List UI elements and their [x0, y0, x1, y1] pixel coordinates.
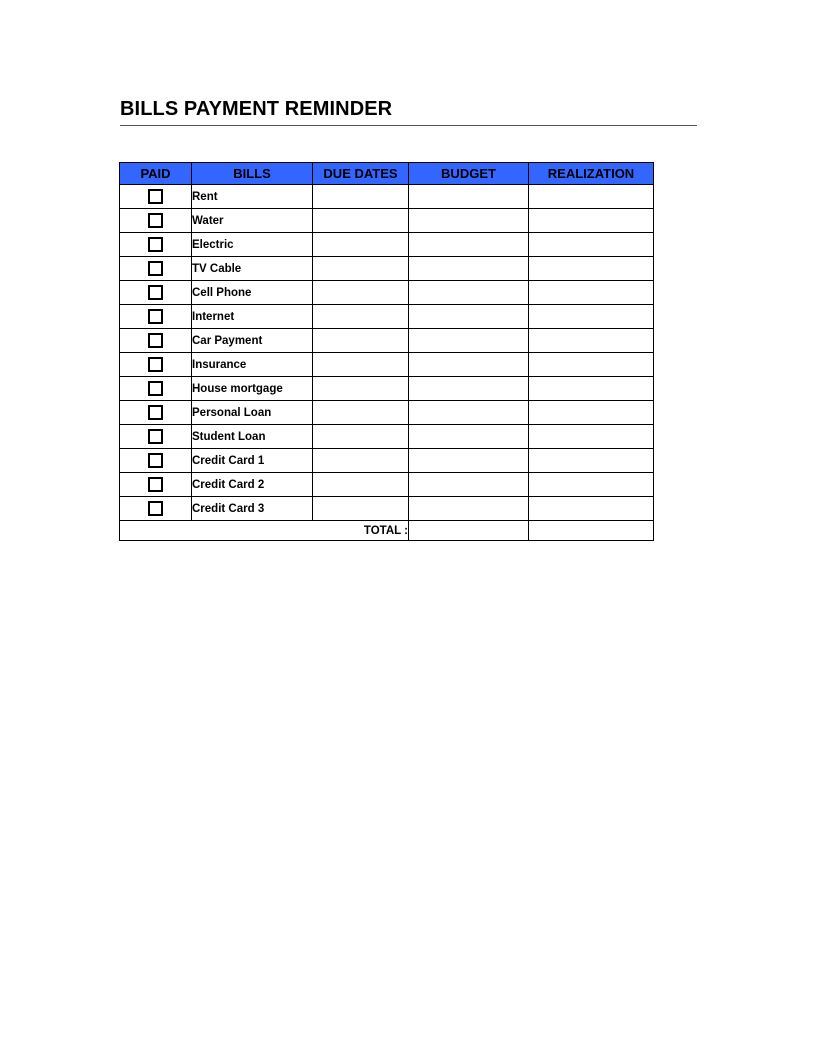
bill-name: TV Cable	[192, 257, 313, 281]
table-row	[120, 305, 654, 329]
realization-cell[interactable]	[529, 233, 654, 257]
paid-checkbox[interactable]	[148, 453, 163, 468]
header-bills: BILLS	[192, 163, 313, 185]
budget-cell[interactable]	[409, 329, 529, 353]
paid-cell	[120, 449, 192, 473]
bill-name: Car Payment	[192, 329, 313, 353]
due-date-cell[interactable]	[313, 425, 409, 449]
bills-table	[119, 162, 654, 541]
total-budget-cell[interactable]	[409, 521, 529, 541]
paid-checkbox[interactable]	[148, 381, 163, 396]
bill-name: Electric	[192, 233, 313, 257]
budget-cell[interactable]	[409, 353, 529, 377]
due-date-cell[interactable]	[313, 449, 409, 473]
paid-checkbox[interactable]	[148, 405, 163, 420]
realization-cell[interactable]	[529, 449, 654, 473]
budget-cell[interactable]	[409, 209, 529, 233]
table-row	[120, 233, 654, 257]
due-date-cell[interactable]	[313, 185, 409, 209]
paid-cell	[120, 353, 192, 377]
table-row	[120, 425, 654, 449]
budget-cell[interactable]	[409, 449, 529, 473]
budget-cell[interactable]	[409, 257, 529, 281]
budget-cell[interactable]	[409, 473, 529, 497]
realization-cell[interactable]	[529, 281, 654, 305]
table-row	[120, 497, 654, 521]
table-row	[120, 473, 654, 497]
total-row	[120, 521, 654, 541]
bill-name: Student Loan	[192, 425, 313, 449]
header-due-dates: DUE DATES	[313, 163, 409, 185]
paid-checkbox[interactable]	[148, 285, 163, 300]
bill-name: Insurance	[192, 353, 313, 377]
table-row	[120, 377, 654, 401]
paid-checkbox[interactable]	[148, 309, 163, 324]
table-row	[120, 185, 654, 209]
paid-checkbox[interactable]	[148, 261, 163, 276]
realization-cell[interactable]	[529, 329, 654, 353]
due-date-cell[interactable]	[313, 377, 409, 401]
paid-checkbox[interactable]	[148, 429, 163, 444]
table-row	[120, 209, 654, 233]
paid-cell	[120, 329, 192, 353]
paid-cell	[120, 305, 192, 329]
due-date-cell[interactable]	[313, 353, 409, 377]
due-date-cell[interactable]	[313, 257, 409, 281]
bill-name: Credit Card 1	[192, 449, 313, 473]
realization-cell[interactable]	[529, 497, 654, 521]
header-budget: BUDGET	[409, 163, 529, 185]
realization-cell[interactable]	[529, 209, 654, 233]
bill-name: Credit Card 2	[192, 473, 313, 497]
paid-checkbox[interactable]	[148, 501, 163, 516]
table-row	[120, 449, 654, 473]
realization-cell[interactable]	[529, 185, 654, 209]
bill-name: Rent	[192, 185, 313, 209]
paid-cell	[120, 425, 192, 449]
realization-cell[interactable]	[529, 353, 654, 377]
bill-name: Credit Card 3	[192, 497, 313, 521]
realization-cell[interactable]	[529, 305, 654, 329]
total-realization-cell[interactable]	[529, 521, 654, 541]
paid-cell	[120, 281, 192, 305]
paid-checkbox[interactable]	[148, 237, 163, 252]
due-date-cell[interactable]	[313, 473, 409, 497]
paid-checkbox[interactable]	[148, 357, 163, 372]
paid-checkbox[interactable]	[148, 477, 163, 492]
bill-name: Cell Phone	[192, 281, 313, 305]
table-row	[120, 281, 654, 305]
table-row	[120, 401, 654, 425]
table-row	[120, 257, 654, 281]
title-divider	[120, 125, 697, 126]
paid-cell	[120, 497, 192, 521]
budget-cell[interactable]	[409, 305, 529, 329]
budget-cell[interactable]	[409, 425, 529, 449]
paid-checkbox[interactable]	[148, 189, 163, 204]
paid-checkbox[interactable]	[148, 333, 163, 348]
total-label: TOTAL :	[120, 521, 409, 541]
paid-cell	[120, 209, 192, 233]
budget-cell[interactable]	[409, 185, 529, 209]
budget-cell[interactable]	[409, 377, 529, 401]
budget-cell[interactable]	[409, 497, 529, 521]
budget-cell[interactable]	[409, 401, 529, 425]
due-date-cell[interactable]	[313, 209, 409, 233]
paid-cell	[120, 185, 192, 209]
realization-cell[interactable]	[529, 473, 654, 497]
due-date-cell[interactable]	[313, 281, 409, 305]
budget-cell[interactable]	[409, 233, 529, 257]
realization-cell[interactable]	[529, 377, 654, 401]
due-date-cell[interactable]	[313, 497, 409, 521]
due-date-cell[interactable]	[313, 233, 409, 257]
paid-cell	[120, 473, 192, 497]
paid-cell	[120, 377, 192, 401]
paid-cell	[120, 257, 192, 281]
paid-checkbox[interactable]	[148, 213, 163, 228]
paid-cell	[120, 401, 192, 425]
table-header-row	[120, 163, 654, 185]
due-date-cell[interactable]	[313, 401, 409, 425]
bill-name: Water	[192, 209, 313, 233]
table-row	[120, 353, 654, 377]
header-paid: PAID	[120, 163, 192, 185]
paid-cell	[120, 233, 192, 257]
header-realization: REALIZATION	[529, 163, 654, 185]
page-title: BILLS PAYMENT REMINDER	[120, 98, 393, 120]
bill-name: Personal Loan	[192, 401, 313, 425]
due-date-cell[interactable]	[313, 329, 409, 353]
due-date-cell[interactable]	[313, 305, 409, 329]
realization-cell[interactable]	[529, 401, 654, 425]
budget-cell[interactable]	[409, 281, 529, 305]
realization-cell[interactable]	[529, 425, 654, 449]
bill-name: Internet	[192, 305, 313, 329]
realization-cell[interactable]	[529, 257, 654, 281]
bill-name: House mortgage	[192, 377, 313, 401]
table-row	[120, 329, 654, 353]
